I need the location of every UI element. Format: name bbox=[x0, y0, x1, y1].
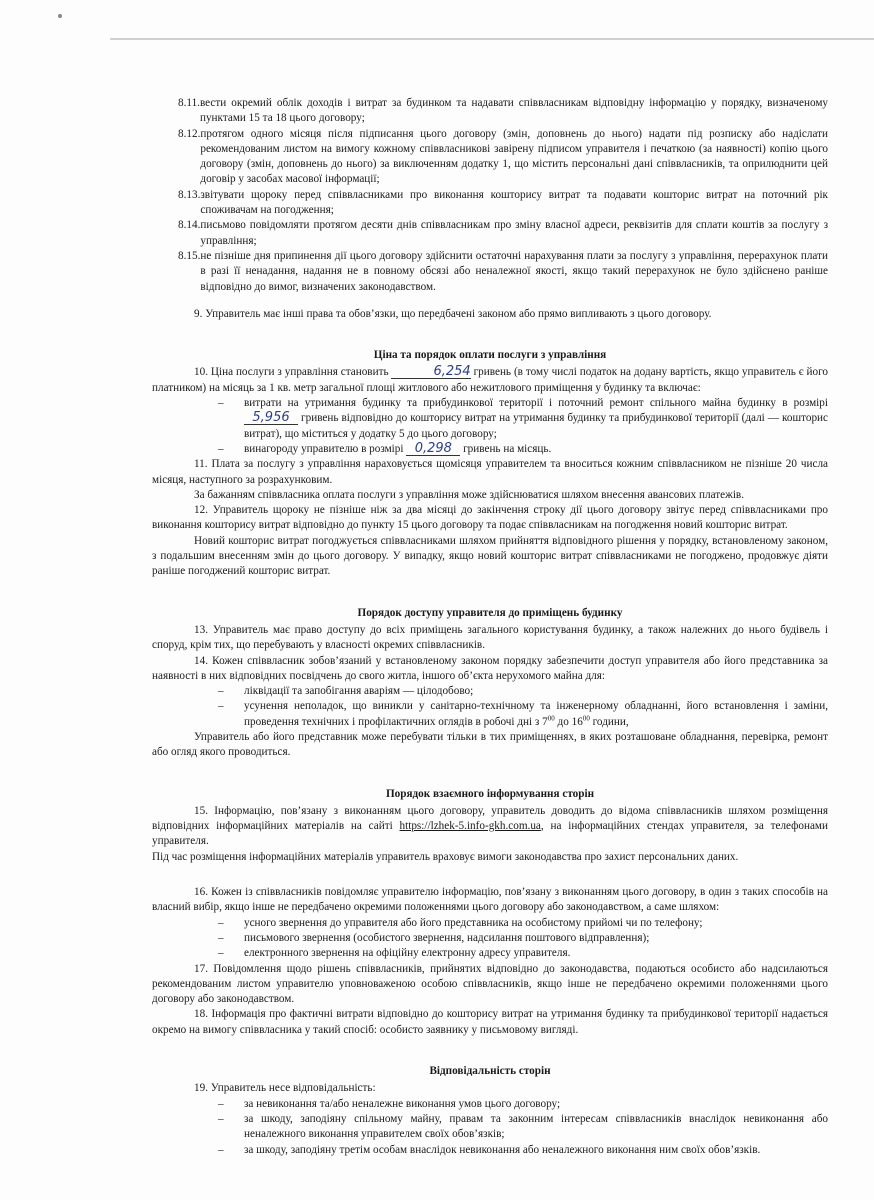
paragraph-16: 16. Кожен із співвласників повідомляє управителю інформацію, пов’язану з виконанням цього договору, в один з таких способів на власний вибір, якщо інше не передбачено окремими положеннями цього договору або законодавством, а саме шляхом: bbox=[152, 886, 828, 914]
paragraph-14b: Управитель або його представник може перебувати тільки в тих приміщеннях, в яких розташоване обладнання, перевірка, ремонт або огляд якого проводиться. bbox=[152, 730, 828, 759]
handwritten-price: 6,254 bbox=[391, 366, 470, 379]
list-item: – усного звернення до управителя або його представника на особистому прийомі чи по телефону; bbox=[218, 916, 703, 929]
scan-speck bbox=[58, 14, 62, 18]
list-item: – за невиконання та/або неналежне виконання умов цього договору; bbox=[218, 1097, 561, 1110]
paragraph-11b: За бажанням співвласника оплата послуги з управління може здійснюватися шляхом внесення авансових платежів. bbox=[194, 488, 745, 501]
paragraph-11: 11. Плата за послугу з управління нараховується щомісяця управителем та вноситься кожним співвласником не пізніше 20 числа місяця, наступного за розрахунковим. bbox=[152, 458, 828, 486]
paragraph-12b: Новий кошторис витрат погоджується співвласниками шляхом прийняття відповідного рішення у порядку, встановленому законом, з подальшим внесенням змін до цього договору. У випадку, якщо новий кошторис витрат співвласниками не погоджено, продовжує діяти раніше погоджений кошторис витрат. bbox=[152, 534, 828, 578]
paragraph-10: 10. Ціна послуги з управління становить 6,254 гривень (в тому числі податок на додану вартість, якщо управитель є його платником) на місяць за 1 кв. метр загальної площі житлового або нежитлового приміщення у будинку та включає: bbox=[152, 364, 828, 394]
list-item: 8.12. протягом одного місяця після підписання цього договору (змін, доповнень до нього) надати під розписку або надіслати рекомендованим листом на вимогу кожному співвласникові завірену підписом управителя і печаткою (за наявності) копію цього договору (змін, доповнень до нього) за виключенням додатку 1, що містить персональні дані співвласників, та оприлюднити цей договір у засобах масової інформації; bbox=[178, 127, 828, 186]
list-item: 8.15. не пізніше дня припинення дії цього договору здійснити остаточні нарахування плати за послугу з управління, перерахунок плати в разі її ненадання, надання не в повному обсязі або неналежної якості, якщо такий перерахунок не було здійснено раніше відповідно до вимог, визначених законодавством. bbox=[178, 249, 828, 293]
section-heading-access: Порядок доступу управителя до приміщень будинку bbox=[357, 606, 623, 619]
section-heading-price: Ціна та порядок оплати послуги з управління bbox=[373, 349, 607, 362]
paragraph-15b: Під час розміщення інформаційних матеріалів управитель враховує вимоги законодавства про захист персональних даних. bbox=[152, 850, 739, 863]
document-body bbox=[152, 96, 828, 1158]
paragraph-17: 17. Повідомлення щодо рішень співвласників, прийнятих відповідно до законодавства, подаються особисто або надсилаються рекомендованим листом управителю уповноваженою особою співвласників, якщо інше не передбачено окремими положеннями цього договору або законодавством. bbox=[152, 962, 828, 1006]
list-item: – електронного звернення на офіційну електронну адресу управителя. bbox=[218, 947, 571, 960]
list-item: 8.11. вести окремий облік доходів і витрат за будинком та надавати співвласникам відповідну інформацію у порядку, визначеному пунктами 15 та 18 цього договору; bbox=[178, 97, 828, 125]
section-heading-responsibility: Відповідальність сторін bbox=[429, 1065, 551, 1078]
paragraph-19: 19. Управитель несе відповідальність: bbox=[194, 1082, 376, 1095]
list-item: – усунення неполадок, що виникли у санітарно-технічному та інженерному обладнанні, його встановлення і заміни, проведення технічних і профілактичних оглядів в робочі дні з $7^{00}$ до $16^{00}$ години, bbox=[218, 700, 828, 728]
list-item: – витрати на утримання будинку та прибудинкової території і поточний ремонт спільного майна будинку в розмірі 5,956 гривень відповідно до кошторису витрат на утримання будинку та прибудинкової території (далі — кошторис витрат), що міститься у додатку 5 до цього договору; bbox=[218, 397, 828, 440]
list-item: 8.14. письмово повідомляти протягом десяти днів співвласникам про зміну власної адреси, реквізитів для сплати коштів за послугу з управління; bbox=[178, 219, 828, 247]
paragraph-9: 9. Управитель має інші права та обов’язки, що передбачені законом або прямо випливають з цього договору. bbox=[194, 307, 712, 320]
paragraph-12: 12. Управитель щороку не пізніше ніж за два місяці до закінчення строку дії цього договору звітує перед співвласниками про виконання кошторису витрат відповідно до пункту 15 цього договору та подає співвласникам на погодження новий кошторис витрат. bbox=[152, 504, 828, 532]
list-item: – ліквідації та запобігання аваріям — цілодобово; bbox=[218, 685, 474, 698]
list-item: – письмового звернення (особистого звернення, надсилання поштового відправлення); bbox=[218, 931, 650, 944]
handwritten-fee: 0,298 bbox=[406, 443, 460, 456]
website-link[interactable]: https://lzhek-5.info-gkh.com.ua bbox=[399, 820, 541, 833]
list-item: 8.13. звітувати щороку перед співвласниками про виконання кошторису витрат та подавати кошторис витрат на поточний рік споживачам на погодження; bbox=[178, 188, 828, 217]
handwritten-maintenance-cost: 5,956 bbox=[244, 412, 298, 425]
paragraph-18: 18. Інформація про фактичні витрати відповідно до кошторису витрат на утримання будинку та прибудинкової території надається окремо на вимогу співвласника у такий спосіб: особисто заявнику у письмовому вигляді. bbox=[152, 1008, 828, 1036]
list-item: – за шкоду, заподіяну третім особам внаслідок невиконання або неналежного виконання ним своїх обов’язків. bbox=[218, 1143, 761, 1156]
list-item: – винагороду управителю в розмірі 0,298 гривень на місяць. bbox=[218, 440, 552, 456]
paragraph-14: 14. Кожен співвласник зобов’язаний у встановленому законом порядку забезпечити доступ управителя або його представника за наявності в них відповідних посвідчень до свого житла, іншого об’єкта нерухомого майна для: bbox=[152, 654, 828, 682]
section-heading-info: Порядок взаємного інформування сторін bbox=[385, 787, 595, 800]
paragraph-15: 15. Інформацію, пов’язану з виконанням цього договору, управитель доводить до відома співвласників шляхом розміщення відповідних інформаційних матеріалів на сайті https://lzhek-5.info-gkh.com.ua, на інформаційних стендах управителя, за телефонами управителя. bbox=[152, 804, 828, 848]
paragraph-13: 13. Управитель має право доступу до всіх приміщень загального користування будинку, а також належних до нього будівель і споруд, крім тих, що перебувають у власності окремих співвласників. bbox=[152, 623, 828, 652]
page-top-edge bbox=[110, 38, 874, 40]
list-item: – за шкоду, заподіяну спільному майну, правам та законним інтересам співвласників внаслідок невиконання або неналежного виконання управителем своїх обов’язків; bbox=[218, 1112, 828, 1141]
